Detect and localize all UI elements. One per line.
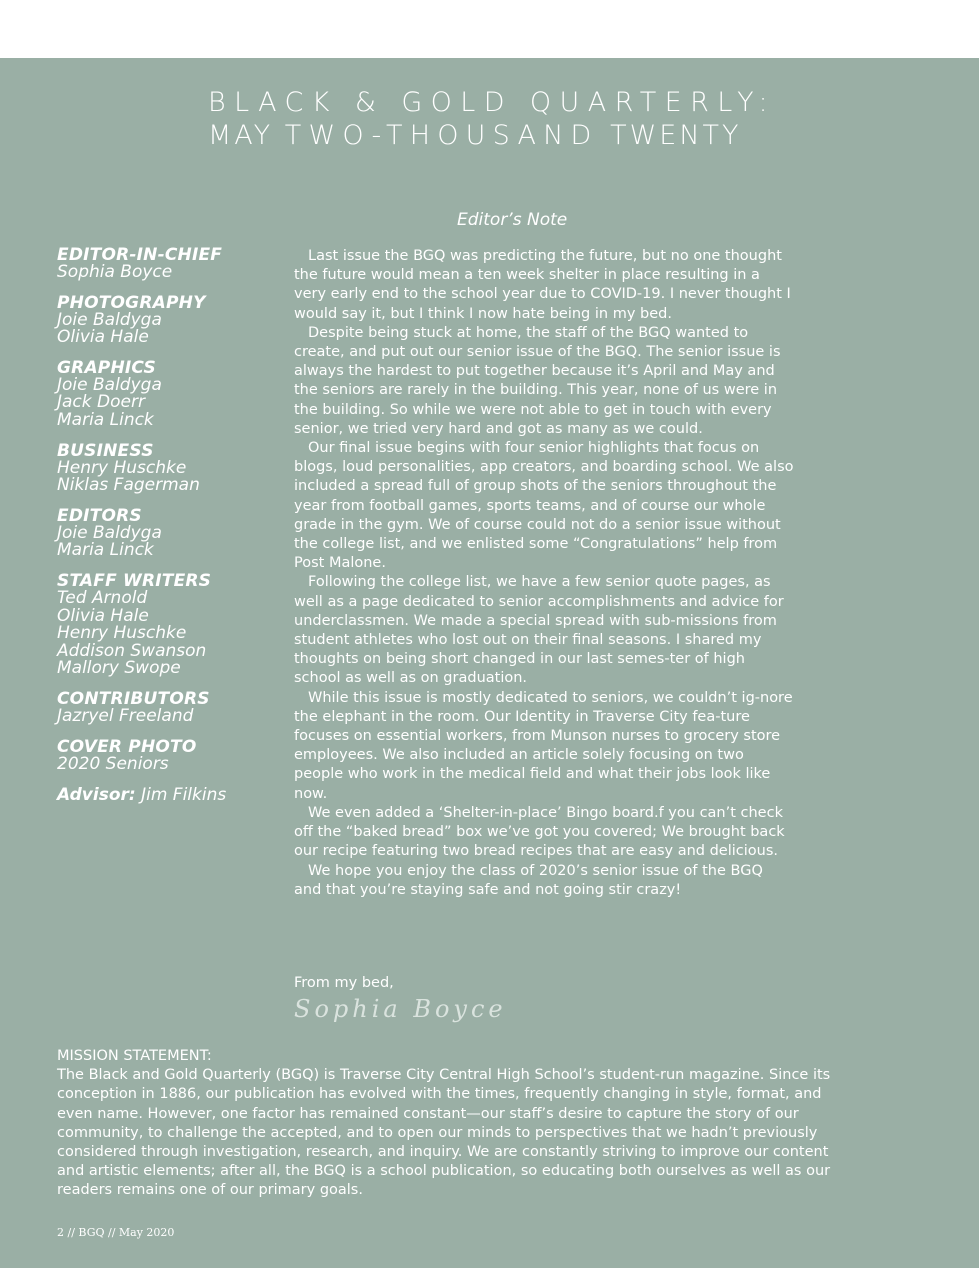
staff-role <box>57 294 282 347</box>
masthead-twenty: TWENTY <box>598 120 742 151</box>
role-title: STAFF WRITERS <box>57 570 212 591</box>
staff-role <box>57 246 282 282</box>
staff-name: 2020 Seniors <box>57 753 169 774</box>
role-title: GRAPHICS <box>57 357 156 378</box>
advisor <box>57 785 282 805</box>
advisor-name: Jim Filkins <box>141 785 227 806</box>
masthead-line-2 <box>208 119 776 152</box>
staff-name: Olivia Hale <box>57 327 149 348</box>
letter-paragraph: We hope you enjoy the class of 2020’s senior issue of the BGQ and that you’re staying safe and not going stir crazy! <box>294 862 763 898</box>
staff-role <box>57 359 282 430</box>
mission-text: The Black and Gold Quarterly (BGQ) is Traverse City Central High School’s student-run magazine. Since its conception in 1886, our publication has evolved with the times, frequently changing in style, format, and even name. However, one factor has remained constant—our staff’s desire to capture the story of our community, to challenge the accepted, and to open our minds to perspectives that we hadn’t previously considered through investigation, research, and inquiry. We are constantly striving to improve our content and artistic elements; after all, the BGQ is a school publication, so educating both ourselves as well as our readers remains one of our primary goals. <box>57 1067 831 1199</box>
letter-paragraph: We even added a ‘Shelter-in-place’ Bingo board.f you can’t check off the “baked bread” box we’ve got you covered; We brought back our recipe featuring two bread recipes that are easy and delicious. <box>294 804 785 860</box>
role-title: CONTRIBUTORS <box>57 688 210 709</box>
staff-name: Jazryel Freeland <box>57 705 194 726</box>
staff-role <box>57 572 282 678</box>
signature: Sophia Boyce <box>294 995 507 1023</box>
letter-paragraph: Despite being stuck at home, the staff of the BGQ wanted to create, and put out our senior issue of the BGQ. The senior issue is always the hardest to put together because it’s April and May and the seniors are rarely in the building. This year, none of us were in the building. So while we were not able to get in touch with every senior, we tried very hard and got as many as we could. <box>294 324 781 437</box>
editors-letter <box>294 247 794 900</box>
staff-name: Jack Doerr <box>57 392 145 413</box>
masthead-line-1: BLACK & GOLD QUARTERLY: <box>208 87 776 118</box>
staff-name: Mallory Swope <box>57 658 181 679</box>
staff-name: Maria Linck <box>57 409 154 430</box>
role-title: BUSINESS <box>57 440 154 461</box>
editors-note-heading: Editor’s Note <box>457 210 568 230</box>
staff-name: Henry Huschke <box>57 457 187 478</box>
staff-role <box>57 442 282 495</box>
masthead <box>208 86 776 152</box>
staff-name: Joie Baldyga <box>57 522 162 543</box>
role-title: COVER PHOTO <box>57 736 197 757</box>
staff-name: Sophia Boyce <box>57 262 173 282</box>
page-footer: 2 // BGQ // May 2020 <box>57 1226 175 1239</box>
staff-role <box>57 507 282 560</box>
staff-name: Ted Arnold <box>57 587 148 608</box>
staff-name: Addison Swanson <box>57 640 207 661</box>
mission-label: MISSION STATEMENT: <box>57 1048 212 1064</box>
letter-paragraph: Last issue the BGQ was predicting the future, but no one thought the future would mean a ten week shelter in place resulting in a very early end to the school year due to COVID-19. I never thought I would say it, but I think I now hate being in my bed. <box>294 248 791 322</box>
staff-name: Niklas Fagerman <box>57 475 200 496</box>
role-title: PHOTOGRAPHY <box>57 292 206 313</box>
staff-role <box>57 738 282 774</box>
mission-statement <box>57 1047 832 1201</box>
letter-paragraph: Following the college list, we have a few senior quote pages, as well as a page dedicated to senior accomplishments and advice for underclassmen. We made a special spread with sub-missions from student athletes who lost out on their final seasons. I shared my thoughts on being short changed in our last semes-ter of high school as well as on graduation. <box>294 574 784 687</box>
staff-name: Henry Huschke <box>57 623 187 644</box>
letter-paragraph: While this issue is mostly dedicated to seniors, we couldn’t ig-nore the elephant in the room. Our Identity in Traverse City fea-ture focuses on essential workers, from Munson nurses to grocery store employees. We also included an article solely focusing on two people who work in the medical field and what their jobs look like now. <box>294 689 793 802</box>
role-title: EDITORS <box>57 505 142 526</box>
staff-name: Joie Baldyga <box>57 309 162 330</box>
staff-name: Joie Baldyga <box>57 374 162 395</box>
staff-name: Maria Linck <box>57 540 154 561</box>
advisor-label: Advisor: <box>57 785 136 806</box>
role-title: EDITOR-IN-CHIEF <box>57 245 223 265</box>
staff-role <box>57 690 282 726</box>
signoff: From my bed, <box>294 975 394 991</box>
staff-name: Olivia Hale <box>57 605 149 626</box>
masthead-month: MAY <box>208 120 285 151</box>
staff-list <box>57 246 282 805</box>
letter-paragraph: Our final issue begins with four senior highlights that focus on blogs, loud personalities, app creators, and boarding school. We also included a spread full of group shots of the seniors throughout the year from football games, sports teams, and of course our whole grade in the gym. We of course could not do a senior issue without the college list, and we enlisted some “Congratulations” help from Post Malone. <box>294 440 794 572</box>
masthead-year-word: TWO-THOUSAND <box>284 120 599 151</box>
